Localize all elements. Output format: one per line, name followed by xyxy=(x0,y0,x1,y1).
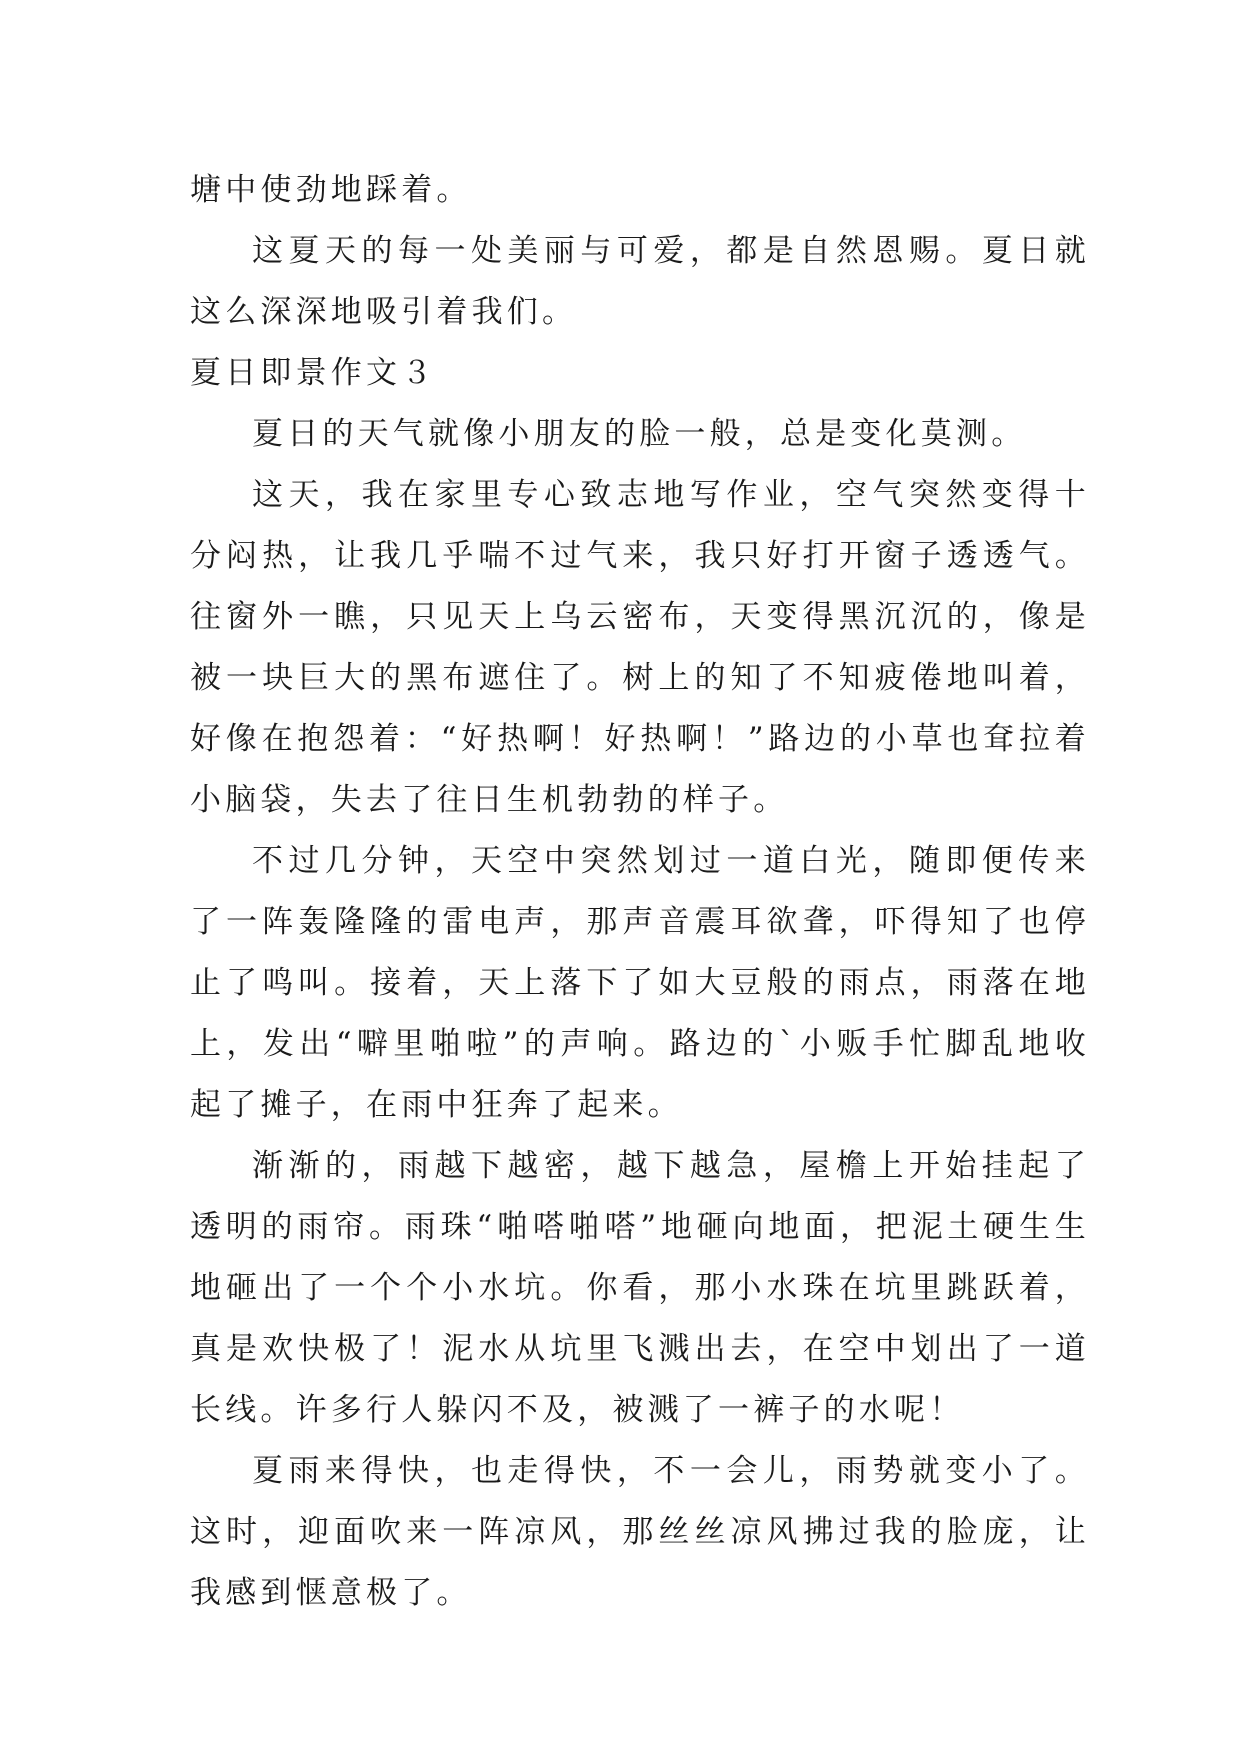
paragraph: 不过几分钟，天空中突然划过一道白光，随即便传来了一阵轰隆隆的雷电声，那声音震耳欲聋，吓得知了也停止了鸣叫。接着，天上落下了如大豆般的雨点，雨落在地上，发出“噼里啪啦”的声响。路边的`小贩手忙脚乱地收起了摊子，在雨中狂奔了起来。 xyxy=(190,843,1090,1123)
document-body xyxy=(190,160,1090,1624)
paragraph: 这夏天的每一处美丽与可爱，都是自然恩赐。夏日就这么深深地吸引着我们。 xyxy=(190,233,1090,330)
paragraph: 夏雨来得快，也走得快，不一会儿，雨势就变小了。这时，迎面吹来一阵凉风，那丝丝凉风拂过我的脸庞，让我感到惬意极了。 xyxy=(190,1453,1090,1611)
paragraph: 夏日的天气就像小朋友的脸一般，总是变化莫测。 xyxy=(252,416,1027,452)
paragraph: 这天，我在家里专心致志地写作业，空气突然变得十分闷热，让我几乎喘不过气来，我只好打开窗子透透气。往窗外一瞧，只见天上乌云密布，天变得黑沉沉的，像是被一块巨大的黑布遮住了。树上的知了不知疲倦地叫着，好像在抱怨着：“好热啊！好热啊！”路边的小草也耷拉着小脑袋，失去了往日生机勃勃的样子。 xyxy=(190,477,1090,818)
paragraph: 渐渐的，雨越下越密，越下越急，屋檐上开始挂起了透明的雨帘。雨珠“啪嗒啪嗒”地砸向地面，把泥土硬生生地砸出了一个个小水坑。你看，那小水珠在坑里跳跃着，真是欢快极了！泥水从坑里飞溅出去，在空中划出了一道长线。许多行人躲闪不及，被溅了一裤子的水呢！ xyxy=(190,1148,1090,1428)
section-heading: 夏日即景作文３ xyxy=(190,355,437,391)
continuation-text: 塘中使劲地踩着。 xyxy=(190,172,472,208)
